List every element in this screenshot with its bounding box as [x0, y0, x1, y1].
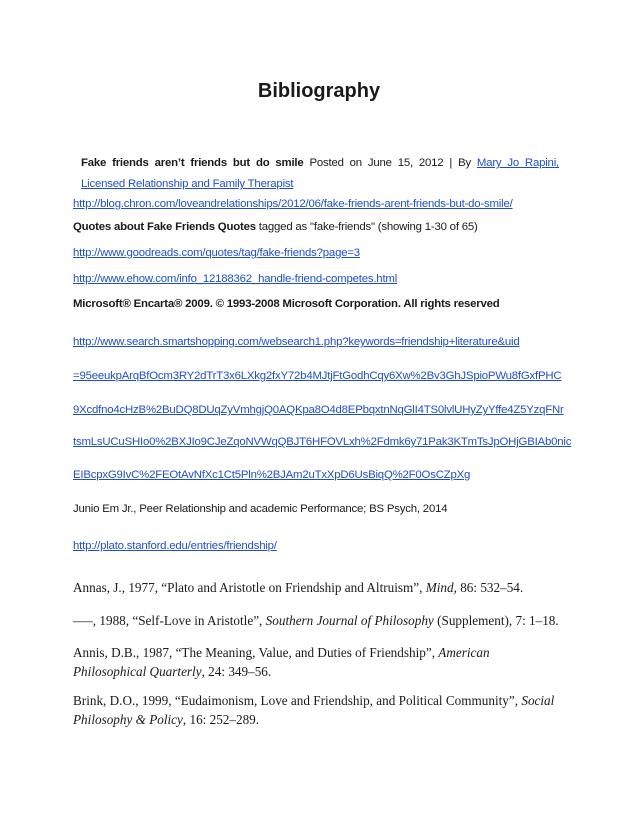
ref-text: , 24: 349–56.: [201, 664, 272, 679]
stanford-line: [73, 540, 277, 552]
ref-journal: American: [438, 645, 490, 660]
smartshopping-line-3: [73, 404, 564, 416]
ref-annas-1988: [73, 613, 559, 629]
ref-text: , 86: 532–54.: [453, 580, 524, 595]
ref-brink-1999-line1: [73, 693, 554, 709]
smartshopping-line-2: [73, 370, 561, 382]
smartshopping-link-part[interactable]: http://www.search.smartshopping.com/websearch1.php?keywords=friendship+literature&uid: [73, 336, 520, 348]
ref-text: Annis, D.B., 1987, “The Meaning, Value, and Duties of Friendship”,: [73, 645, 439, 660]
ref-brink-1999-line2: [73, 712, 259, 728]
goodreads-line: [73, 247, 360, 259]
ref-annis-1987-line2: [73, 664, 271, 680]
ref-journal: Mind: [425, 580, 454, 595]
entry-quotes-rest: tagged as "fake-friends" (showing 1-30 of 65): [255, 221, 478, 233]
stanford-link[interactable]: http://plato.stanford.edu/entries/friendship/: [73, 540, 277, 552]
ref-annas-1977: [73, 580, 523, 596]
entry-fake-friends-posted: Posted on June 15, 2012 | By: [303, 157, 477, 169]
smartshopping-link-part[interactable]: =95eeukpArqBfOcm3RY2dTrT3x6LXkg2fxY72b4MJtjFtGodhCqy6Xw%2Bv3GhJSpioPWu8fGxfPHC: [73, 370, 562, 382]
smartshopping-line-4: [73, 436, 571, 448]
smartshopping-link-part[interactable]: tsmLsUCuSHIo0%2BXJIo9CJeZqoNVWqQBJT6HFOVLxh%2Fdmk6y71Pak3KTmTsJpOHjGBIAb0nic: [73, 436, 572, 448]
ref-text: –––, 1988, “Self-Love in Aristotle”,: [73, 613, 266, 628]
junio-citation: Junio Em Jr., Peer Relationship and academic Performance; BS Psych, 2014: [73, 503, 448, 515]
ref-journal: Philosophical Quarterly: [73, 664, 202, 679]
entry-fake-friends-url-line: [73, 198, 513, 210]
encarta-citation: Microsoft® Encarta® 2009. © 1993-2008 Microsoft Corporation. All rights reserved: [73, 298, 500, 310]
ehow-link[interactable]: http://www.ehow.com/info_12188362_handle-friend-competes.html: [73, 273, 398, 285]
entry-quotes-title: Quotes about Fake Friends Quotes: [73, 221, 256, 233]
entry-quotes: [73, 221, 478, 233]
ref-text: Brink, D.O., 1999, “Eudaimonism, Love and Friendship, and Political Community”,: [73, 693, 522, 708]
author-link-continued[interactable]: Licensed Relationship and Family Therapist: [81, 178, 294, 190]
goodreads-link[interactable]: http://www.goodreads.com/quotes/tag/fake-friends?page=3: [73, 247, 360, 259]
ref-text: Annas, J., 1977, “Plato and Aristotle on Friendship and Altruism”,: [73, 580, 426, 595]
chron-blog-link[interactable]: http://blog.chron.com/loveandrelationships/2012/06/fake-friends-arent-friends-but-do-smile/: [73, 198, 513, 210]
entry-fake-friends-line1: [81, 157, 559, 169]
page-title: Bibliography: [257, 80, 381, 102]
entry-fake-friends-title: Fake friends aren’t friends but do smile: [81, 157, 304, 169]
ref-journal: Social: [521, 693, 555, 708]
ref-text: (Supplement), 7: 1–18.: [433, 613, 559, 628]
ref-journal: Philosophy & Policy: [73, 712, 183, 727]
author-link[interactable]: Mary Jo Rapini,: [476, 157, 559, 169]
ref-text: , 16: 252–289.: [182, 712, 260, 727]
smartshopping-line-5: [73, 469, 470, 481]
ref-annis-1987-line1: [73, 645, 490, 661]
smartshopping-link-part[interactable]: 9Xcdfno4cHzB%2BuDQ8DUqZyVmhgjQ0AQKpa8O4d8EPbqxtnNqGlI4TS0lvlUHyZyYffe4Z5YzqFNr: [73, 404, 564, 416]
smartshopping-link-part[interactable]: EIBcpxG9IvC%2FEOtAvNfXc1Ct5Pln%2BJAm2uTxXpD6UsBiqQ%2F0OsCZpXg: [73, 469, 471, 481]
ehow-line: [73, 273, 397, 285]
smartshopping-line-1: [73, 336, 519, 348]
ref-journal: Southern Journal of Philosophy: [265, 613, 434, 628]
entry-fake-friends-line2: [81, 178, 293, 190]
